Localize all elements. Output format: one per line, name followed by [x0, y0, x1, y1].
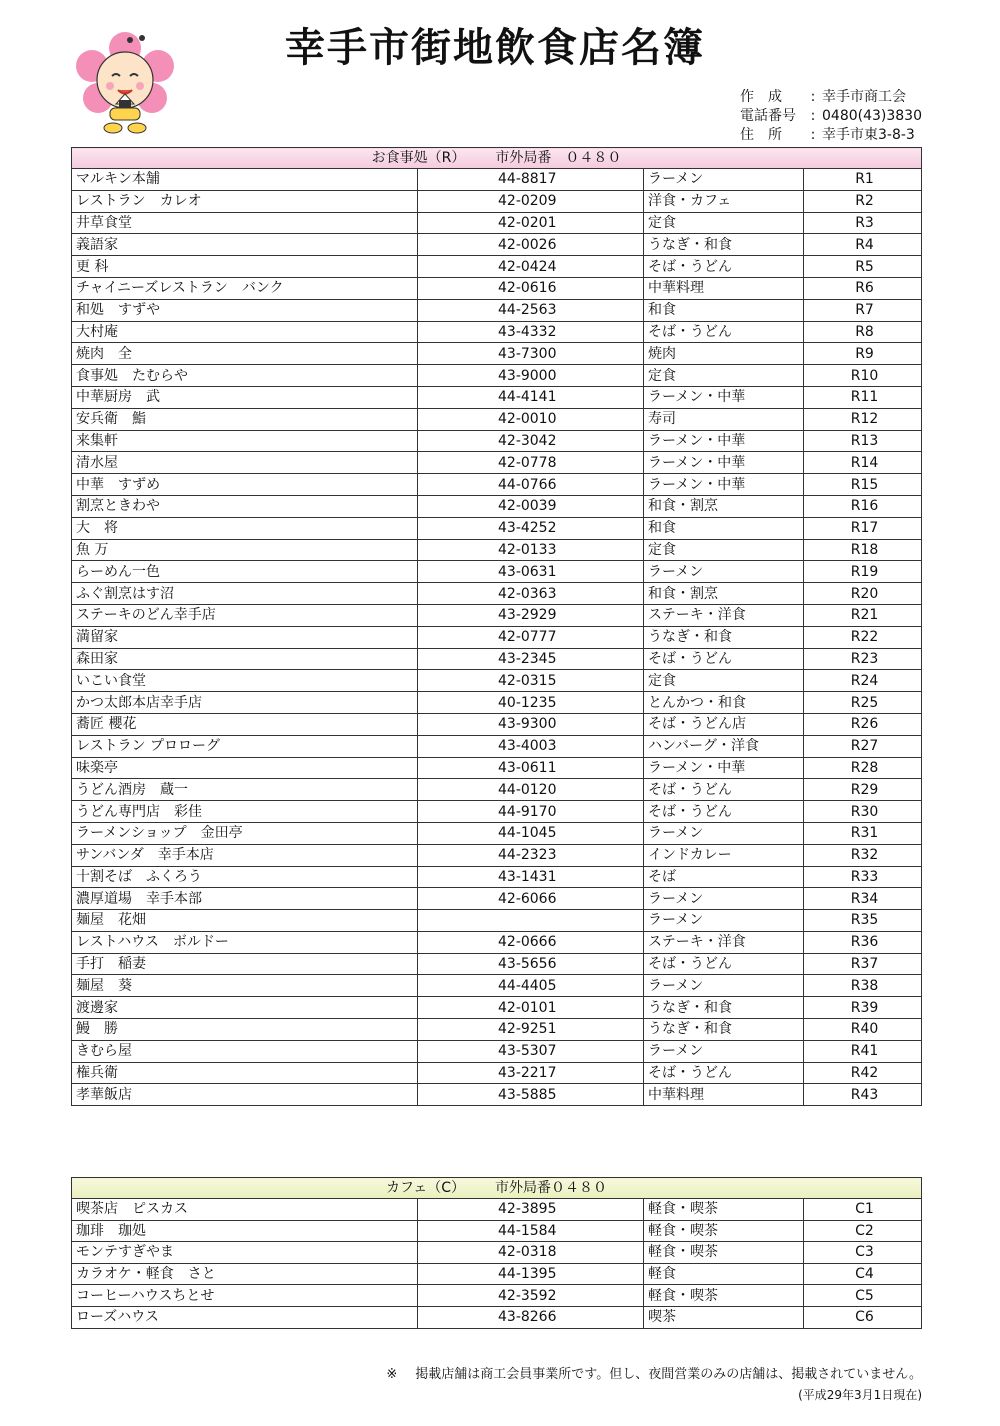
restaurant-row	[72, 1019, 922, 1041]
restaurant-row	[72, 256, 922, 278]
restaurant-code-cell: R33	[804, 866, 922, 888]
issuer-address	[740, 126, 922, 145]
restaurant-name-cell: 大村庵	[72, 321, 418, 343]
restaurant-name-cell: うどん専門店 彩佳	[72, 801, 418, 823]
cafe-table-header	[72, 1178, 922, 1199]
restaurant-row	[72, 866, 922, 888]
restaurant-code-cell: R7	[804, 299, 922, 321]
restaurant-name-cell: 食事処 たむらや	[72, 365, 418, 387]
issuer-colon: :	[810, 127, 816, 143]
restaurant-tel-cell: 42-6066	[418, 888, 644, 910]
restaurant-name-cell: 満留家	[72, 626, 418, 648]
cafe-name-cell: ローズハウス	[72, 1306, 418, 1328]
restaurant-genre-cell: ラーメン	[644, 169, 804, 191]
restaurant-genre-cell: ラーメン・中華	[644, 757, 804, 779]
restaurant-tel-cell: 44-4141	[418, 386, 644, 408]
cafe-code-cell: C6	[804, 1306, 922, 1328]
cafe-tel-cell: 43-8266	[418, 1306, 644, 1328]
restaurant-section-label: お食事処（R）	[371, 150, 466, 166]
restaurant-row	[72, 953, 922, 975]
restaurant-genre-cell: ハンバーグ・洋食	[644, 735, 804, 757]
restaurant-tel-cell: 42-0010	[418, 408, 644, 430]
restaurant-name-cell: らーめん一色	[72, 561, 418, 583]
restaurant-tel-cell: 44-0766	[418, 474, 644, 496]
restaurant-tel-cell: 43-1431	[418, 866, 644, 888]
restaurant-name-cell: 麺屋 葵	[72, 975, 418, 997]
restaurant-genre-cell: 中華料理	[644, 277, 804, 299]
restaurant-tel-cell: 42-0039	[418, 495, 644, 517]
restaurant-row	[72, 844, 922, 866]
restaurant-genre-cell: ラーメン	[644, 888, 804, 910]
restaurant-row	[72, 692, 922, 714]
restaurant-tel-cell: 44-4405	[418, 975, 644, 997]
restaurant-name-cell: 味楽亭	[72, 757, 418, 779]
restaurant-code-cell: R13	[804, 430, 922, 452]
restaurant-genre-cell: そば・うどん	[644, 648, 804, 670]
restaurant-header-cell	[72, 148, 922, 169]
restaurant-row	[72, 626, 922, 648]
restaurant-genre-cell: ラーメン・中華	[644, 452, 804, 474]
restaurant-code-cell: R28	[804, 757, 922, 779]
restaurant-genre-cell: とんかつ・和食	[644, 692, 804, 714]
restaurant-tel-cell: 42-0424	[418, 256, 644, 278]
cafe-area-code: 市外局番０４８０	[495, 1180, 608, 1196]
restaurant-genre-cell: 定食	[644, 365, 804, 387]
restaurant-tel-cell: 43-2929	[418, 604, 644, 626]
restaurant-name-cell: ステーキのどん幸手店	[72, 604, 418, 626]
restaurant-code-cell: R5	[804, 256, 922, 278]
issuer-key: 住 所	[740, 127, 782, 143]
restaurant-row	[72, 386, 922, 408]
restaurant-genre-cell: ラーメン	[644, 1040, 804, 1062]
restaurant-code-cell: R15	[804, 474, 922, 496]
restaurant-row	[72, 801, 922, 823]
restaurant-code-cell: R43	[804, 1084, 922, 1106]
restaurant-genre-cell: 寿司	[644, 408, 804, 430]
restaurant-code-cell: R18	[804, 539, 922, 561]
restaurant-name-cell: ふぐ割烹はす沼	[72, 583, 418, 605]
cafe-row	[72, 1199, 922, 1221]
restaurant-code-cell: R40	[804, 1019, 922, 1041]
restaurant-name-cell: サンバンダ 幸手本店	[72, 844, 418, 866]
restaurant-row	[72, 1084, 922, 1106]
restaurant-name-cell: かつ太郎本店幸手店	[72, 692, 418, 714]
restaurant-code-cell: R32	[804, 844, 922, 866]
restaurant-name-cell: 孝華飯店	[72, 1084, 418, 1106]
restaurant-code-cell: R39	[804, 997, 922, 1019]
restaurant-genre-cell: ラーメン・中華	[644, 430, 804, 452]
restaurant-row	[72, 583, 922, 605]
restaurant-row	[72, 539, 922, 561]
cafe-genre-cell: 軽食	[644, 1263, 804, 1285]
restaurant-tel-cell: 44-2323	[418, 844, 644, 866]
restaurant-tel-cell: 42-0209	[418, 190, 644, 212]
restaurant-name-cell: 十割そば ふくろう	[72, 866, 418, 888]
restaurant-genre-cell: そば・うどん	[644, 321, 804, 343]
restaurant-genre-cell: そば・うどん	[644, 801, 804, 823]
restaurant-genre-cell: そば・うどん	[644, 779, 804, 801]
issuer-key: 電話番号	[740, 108, 796, 124]
cafe-name-cell: モンテすぎやま	[72, 1242, 418, 1264]
restaurant-code-cell: R31	[804, 822, 922, 844]
cafe-tel-cell: 42-0318	[418, 1242, 644, 1264]
restaurant-tel-cell: 44-2563	[418, 299, 644, 321]
restaurant-tel-cell: 42-0201	[418, 212, 644, 234]
restaurant-tel-cell: 43-4003	[418, 735, 644, 757]
restaurant-name-cell: 割烹ときわや	[72, 495, 418, 517]
restaurant-name-cell: 焼肉 全	[72, 343, 418, 365]
restaurant-name-cell: 森田家	[72, 648, 418, 670]
restaurant-code-cell: R38	[804, 975, 922, 997]
restaurant-row	[72, 408, 922, 430]
restaurant-code-cell: R27	[804, 735, 922, 757]
restaurant-genre-cell: ラーメン・中華	[644, 474, 804, 496]
restaurant-code-cell: R42	[804, 1062, 922, 1084]
cafe-code-cell: C2	[804, 1220, 922, 1242]
restaurant-genre-cell: 中華料理	[644, 1084, 804, 1106]
cafe-section-label: カフェ（C）	[385, 1180, 466, 1196]
restaurant-genre-cell: ラーメン	[644, 561, 804, 583]
footnote-mark: ※	[386, 1367, 398, 1382]
restaurant-name-cell: 濃厚道場 幸手本部	[72, 888, 418, 910]
restaurant-genre-cell: 定食	[644, 670, 804, 692]
restaurant-row	[72, 474, 922, 496]
restaurant-tel-cell: 43-9300	[418, 713, 644, 735]
restaurant-row	[72, 234, 922, 256]
restaurant-row	[72, 713, 922, 735]
restaurant-genre-cell: 和食・割烹	[644, 583, 804, 605]
restaurant-genre-cell: うなぎ・和食	[644, 626, 804, 648]
footnote	[386, 1363, 922, 1382]
restaurant-code-cell: R34	[804, 888, 922, 910]
restaurant-row	[72, 997, 922, 1019]
restaurant-name-cell: 鰻 勝	[72, 1019, 418, 1041]
issuer-colon: :	[810, 108, 816, 124]
restaurant-tel-cell: 42-0026	[418, 234, 644, 256]
restaurant-tel-cell: 44-8817	[418, 169, 644, 191]
restaurant-name-cell: ラーメンショップ 金田亭	[72, 822, 418, 844]
restaurant-name-cell: いこい食堂	[72, 670, 418, 692]
restaurant-row	[72, 190, 922, 212]
restaurant-tel-cell: 43-5656	[418, 953, 644, 975]
cafe-rows	[72, 1199, 922, 1329]
restaurant-name-cell: 中華厨房 武	[72, 386, 418, 408]
restaurant-row	[72, 1040, 922, 1062]
restaurant-genre-cell: 焼肉	[644, 343, 804, 365]
restaurant-name-cell: 権兵衛	[72, 1062, 418, 1084]
restaurant-tel-cell: 43-9000	[418, 365, 644, 387]
restaurant-code-cell: R41	[804, 1040, 922, 1062]
restaurant-genre-cell: インドカレー	[644, 844, 804, 866]
restaurant-row	[72, 430, 922, 452]
cafe-tel-cell: 44-1584	[418, 1220, 644, 1242]
restaurant-row	[72, 670, 922, 692]
restaurant-name-cell: レストラン プロローグ	[72, 735, 418, 757]
cafe-row	[72, 1242, 922, 1264]
cafe-code-cell: C3	[804, 1242, 922, 1264]
restaurant-area-code: 市外局番 ０４８０	[495, 150, 622, 166]
issuer-info	[740, 88, 922, 145]
restaurant-tel-cell: 43-4252	[418, 517, 644, 539]
restaurant-code-cell: R3	[804, 212, 922, 234]
issuer-value: 幸手市東3-8-3	[822, 127, 915, 143]
restaurant-genre-cell: ステーキ・洋食	[644, 931, 804, 953]
restaurant-tel-cell: 40-1235	[418, 692, 644, 714]
cafe-genre-cell: 軽食・喫茶	[644, 1285, 804, 1307]
restaurant-genre-cell: ラーメン	[644, 910, 804, 932]
restaurant-row	[72, 604, 922, 626]
restaurant-name-cell: マルキン本舗	[72, 169, 418, 191]
restaurant-name-cell: 和処 すずや	[72, 299, 418, 321]
issuer-author	[740, 88, 922, 107]
restaurant-code-cell: R14	[804, 452, 922, 474]
restaurant-tel-cell: 43-0611	[418, 757, 644, 779]
restaurant-tel-cell: 42-0101	[418, 997, 644, 1019]
restaurant-code-cell: R10	[804, 365, 922, 387]
footnote-text: 掲載店舗は商工会員事業所です。但し、夜間営業のみの店舗は、掲載されていません。	[415, 1367, 922, 1382]
restaurant-tel-cell	[418, 910, 644, 932]
restaurant-name-cell: レストラン カレオ	[72, 190, 418, 212]
restaurant-code-cell: R30	[804, 801, 922, 823]
restaurant-tel-cell: 42-0666	[418, 931, 644, 953]
restaurant-name-cell: レストハウス ボルドー	[72, 931, 418, 953]
restaurant-row	[72, 1062, 922, 1084]
restaurant-tel-cell: 43-0631	[418, 561, 644, 583]
restaurant-code-cell: R26	[804, 713, 922, 735]
issuer-key: 作 成	[740, 89, 782, 105]
restaurant-genre-cell: 定食	[644, 212, 804, 234]
restaurant-table	[71, 147, 922, 1106]
restaurant-name-cell: 義語家	[72, 234, 418, 256]
restaurant-row	[72, 888, 922, 910]
restaurant-name-cell: 更 科	[72, 256, 418, 278]
restaurant-tel-cell: 42-9251	[418, 1019, 644, 1041]
restaurant-row	[72, 169, 922, 191]
restaurant-code-cell: R12	[804, 408, 922, 430]
cafe-genre-cell: 軽食・喫茶	[644, 1242, 804, 1264]
restaurant-name-cell: きむら屋	[72, 1040, 418, 1062]
cafe-code-cell: C4	[804, 1263, 922, 1285]
restaurant-name-cell: 麺屋 花畑	[72, 910, 418, 932]
restaurant-code-cell: R36	[804, 931, 922, 953]
cafe-tel-cell: 44-1395	[418, 1263, 644, 1285]
restaurant-genre-cell: ステーキ・洋食	[644, 604, 804, 626]
restaurant-name-cell: 蕎匠 櫻花	[72, 713, 418, 735]
restaurant-row	[72, 931, 922, 953]
restaurant-genre-cell: うなぎ・和食	[644, 234, 804, 256]
restaurant-tel-cell: 44-0120	[418, 779, 644, 801]
restaurant-genre-cell: 洋食・カフェ	[644, 190, 804, 212]
restaurant-row	[72, 910, 922, 932]
cafe-genre-cell: 軽食・喫茶	[644, 1220, 804, 1242]
restaurant-tel-cell: 44-1045	[418, 822, 644, 844]
cafe-code-cell: C5	[804, 1285, 922, 1307]
restaurant-genre-cell: 和食	[644, 299, 804, 321]
restaurant-row	[72, 365, 922, 387]
restaurant-code-cell: R2	[804, 190, 922, 212]
issuer-value: 0480(43)3830	[822, 108, 922, 124]
restaurant-tel-cell: 42-0777	[418, 626, 644, 648]
cafe-tel-cell: 42-3895	[418, 1199, 644, 1221]
cafe-row	[72, 1306, 922, 1328]
restaurant-genre-cell: ラーメン	[644, 975, 804, 997]
restaurant-name-cell: チャイニーズレストラン バンク	[72, 277, 418, 299]
restaurant-code-cell: R25	[804, 692, 922, 714]
restaurant-tel-cell: 43-2345	[418, 648, 644, 670]
page-title: 幸手市街地飲食店名簿	[285, 25, 705, 71]
restaurant-name-cell: 来集軒	[72, 430, 418, 452]
restaurant-name-cell: 井草食堂	[72, 212, 418, 234]
cafe-row	[72, 1285, 922, 1307]
cafe-code-cell: C1	[804, 1199, 922, 1221]
restaurant-code-cell: R35	[804, 910, 922, 932]
restaurant-tel-cell: 43-5885	[418, 1084, 644, 1106]
mascot-illustration	[70, 30, 180, 140]
cafe-header-cell	[72, 1178, 922, 1199]
restaurant-tel-cell: 43-7300	[418, 343, 644, 365]
restaurant-tel-cell: 42-0133	[418, 539, 644, 561]
restaurant-tel-cell: 43-5307	[418, 1040, 644, 1062]
restaurant-code-cell: R29	[804, 779, 922, 801]
restaurant-tel-cell: 42-0616	[418, 277, 644, 299]
restaurant-name-cell: 手打 稲妻	[72, 953, 418, 975]
restaurant-tel-cell: 44-9170	[418, 801, 644, 823]
cafe-name-cell: 珈琲 珈処	[72, 1220, 418, 1242]
restaurant-code-cell: R6	[804, 277, 922, 299]
restaurant-code-cell: R9	[804, 343, 922, 365]
restaurant-row	[72, 735, 922, 757]
restaurant-genre-cell: そば・うどん店	[644, 713, 804, 735]
cafe-row	[72, 1263, 922, 1285]
cafe-genre-cell: 喫茶	[644, 1306, 804, 1328]
cafe-genre-cell: 軽食・喫茶	[644, 1199, 804, 1221]
restaurant-tel-cell: 42-3042	[418, 430, 644, 452]
restaurant-tel-cell: 42-0778	[418, 452, 644, 474]
restaurant-tel-cell: 42-0363	[418, 583, 644, 605]
cafe-name-cell: カラオケ・軽食 さと	[72, 1263, 418, 1285]
restaurant-rows	[72, 169, 922, 1106]
restaurant-code-cell: R22	[804, 626, 922, 648]
restaurant-code-cell: R21	[804, 604, 922, 626]
restaurant-name-cell: うどん酒房 蔵一	[72, 779, 418, 801]
restaurant-genre-cell: 和食・割烹	[644, 495, 804, 517]
cafe-row	[72, 1220, 922, 1242]
restaurant-genre-cell: そば・うどん	[644, 1062, 804, 1084]
restaurant-genre-cell: うなぎ・和食	[644, 997, 804, 1019]
restaurant-genre-cell: ラーメン・中華	[644, 386, 804, 408]
restaurant-name-cell: 渡邊家	[72, 997, 418, 1019]
as-of-date: (平成29年3月1日現在)	[798, 1388, 922, 1402]
restaurant-row	[72, 343, 922, 365]
issuer-colon: :	[810, 89, 816, 105]
restaurant-tel-cell: 43-4332	[418, 321, 644, 343]
restaurant-name-cell: 魚 万	[72, 539, 418, 561]
restaurant-name-cell: 安兵衛 鮨	[72, 408, 418, 430]
restaurant-genre-cell: うなぎ・和食	[644, 1019, 804, 1041]
restaurant-row	[72, 495, 922, 517]
restaurant-genre-cell: 定食	[644, 539, 804, 561]
restaurant-name-cell: 大 将	[72, 517, 418, 539]
restaurant-row	[72, 277, 922, 299]
restaurant-code-cell: R17	[804, 517, 922, 539]
restaurant-row	[72, 822, 922, 844]
restaurant-genre-cell: そば・うどん	[644, 256, 804, 278]
restaurant-code-cell: R23	[804, 648, 922, 670]
restaurant-tel-cell: 43-2217	[418, 1062, 644, 1084]
restaurant-row	[72, 299, 922, 321]
restaurant-genre-cell: そば・うどん	[644, 953, 804, 975]
restaurant-genre-cell: ラーメン	[644, 822, 804, 844]
issuer-value: 幸手市商工会	[822, 89, 906, 105]
restaurant-genre-cell: 和食	[644, 517, 804, 539]
restaurant-name-cell: 清水屋	[72, 452, 418, 474]
issuer-phone	[740, 107, 922, 126]
cafe-name-cell: 喫茶店 ピスカス	[72, 1199, 418, 1221]
restaurant-code-cell: R24	[804, 670, 922, 692]
restaurant-row	[72, 779, 922, 801]
restaurant-row	[72, 975, 922, 997]
restaurant-row	[72, 561, 922, 583]
restaurant-table-header	[72, 148, 922, 169]
restaurant-genre-cell: そば	[644, 866, 804, 888]
restaurant-code-cell: R1	[804, 169, 922, 191]
restaurant-code-cell: R19	[804, 561, 922, 583]
restaurant-row	[72, 648, 922, 670]
restaurant-code-cell: R8	[804, 321, 922, 343]
restaurant-row	[72, 757, 922, 779]
restaurant-row	[72, 212, 922, 234]
restaurant-row	[72, 517, 922, 539]
restaurant-row	[72, 321, 922, 343]
restaurant-row	[72, 452, 922, 474]
cafe-name-cell: コーヒーハウスちとせ	[72, 1285, 418, 1307]
cafe-table	[71, 1177, 922, 1329]
restaurant-tel-cell: 42-0315	[418, 670, 644, 692]
restaurant-code-cell: R11	[804, 386, 922, 408]
restaurant-code-cell: R37	[804, 953, 922, 975]
restaurant-name-cell: 中華 すずめ	[72, 474, 418, 496]
cafe-tel-cell: 42-3592	[418, 1285, 644, 1307]
restaurant-code-cell: R16	[804, 495, 922, 517]
restaurant-code-cell: R20	[804, 583, 922, 605]
restaurant-code-cell: R4	[804, 234, 922, 256]
